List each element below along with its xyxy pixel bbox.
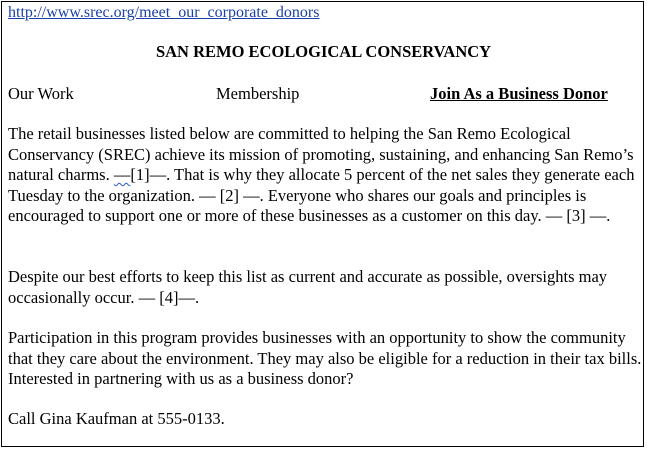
paragraph-text: The retail businesses listed below are committed to helping the San Remo Ecological Conservancy (SREC) achieve its mission of promoting, sustaining, and enhancing San Remo’s natural charms.: [8, 124, 634, 184]
nav-our-work[interactable]: Our Work: [8, 84, 74, 103]
page-title: SAN REMO ECOLOGICAL CONSERVANCY: [155, 42, 492, 61]
paragraph-contact: Call Gina Kaufman at 555-0133.: [8, 409, 225, 428]
page-url-link[interactable]: http://www.srec.org/meet_our_corporate_donors: [8, 4, 320, 21]
paragraph-text: [1]—. That is why they allocate 5 percent of the net sales they generate each Tuesday to the organization. — [2] —. Everyone who shares our goals and principles is encouraged to support one or more of these businesses as a customer on this day. — [3] —.: [8, 165, 635, 225]
nav-membership[interactable]: Membership: [216, 84, 300, 103]
spellcheck-marked-dash: —: [113, 165, 131, 184]
paragraph-participation: Participation in this program provides businesses with an opportunity to show the community that they care about the environment. They may also be eligible for a reduction in their tax bills. Interested in partnering with us as a business donor?: [8, 328, 642, 388]
paragraph-businesses-intro: [8, 124, 644, 227]
paragraph-oversights: Despite our best efforts to keep this list as current and accurate as possible, oversights may occasionally occur. — [4]—.: [8, 267, 608, 307]
nav-join-business-donor[interactable]: Join As a Business Donor: [430, 84, 608, 103]
